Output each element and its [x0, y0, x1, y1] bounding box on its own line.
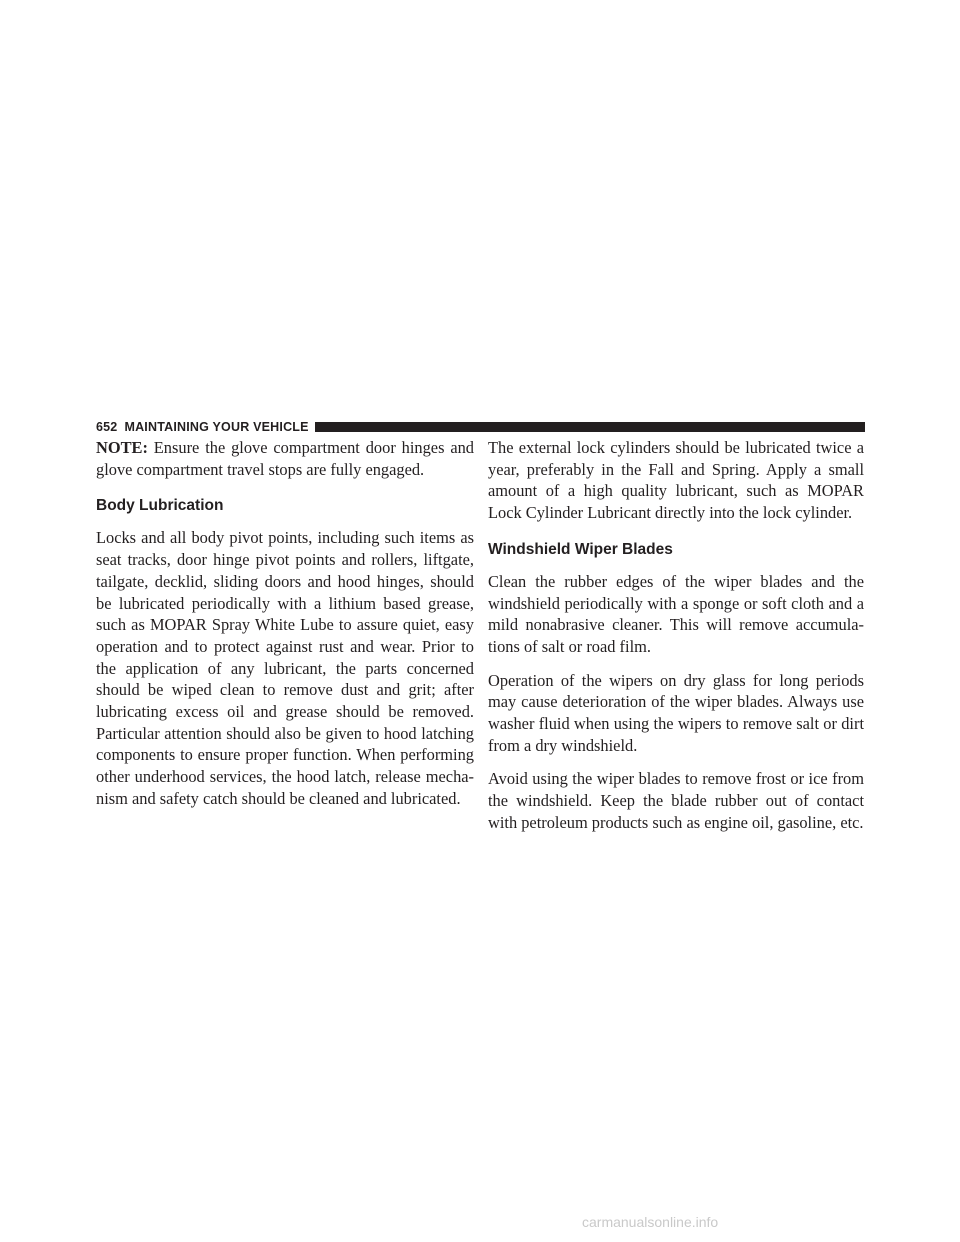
wiper-paragraph-3: Avoid using the wiper blades to remove frost or ice from the windshield. Keep the blade rubber out of contact with petroleum products such as engine oil, gasoline, etc.: [488, 769, 864, 832]
wiper-paragraph-2: Operation of the wipers on dry glass for long periods may cause deterioration of the wiper blades. Always use washer fluid when using the wipers to remove salt or dirt from a dry windshield.: [488, 670, 864, 755]
header-rule: [315, 422, 865, 432]
note-label: NOTE:: [96, 438, 148, 457]
body-lubrication-paragraph: Locks and all body pivot points, including such items as seat tracks, door hinge pivot points and rollers, liftgate, tailgate, decklid, sliding doors and hood hinges, should be lubricated periodically with a lithium based grease, such as MOPAR Spray White Lube to assure quiet, easy operation and to protect against rust and wear. Prior to the application of any lubricant, the parts concerned should be wiped clean to remove dust and grit; after lubricating excess oil and grease should be removed. Particular attention should also be given to hood latching components to ensure proper function. When performing other underhood services, the hood latch, release mecha-nism and safety catch should be cleaned and lubricated.: [96, 528, 474, 808]
right-column: [488, 437, 864, 846]
lock-cylinder-paragraph: The external lock cylinders should be lubricated twice a year, preferably in the Fall and Spring. Apply a small amount of a high quality lubricant, such as MOPAR Lock Cylinder Lubricant directly into the lock cylinder.: [488, 438, 864, 523]
wiper-blades-heading: Windshield Wiper Blades: [488, 540, 673, 558]
wiper-paragraph-1: Clean the rubber edges of the wiper blades and the windshield periodically with a sponge or soft cloth and a mild nonabrasive cleaner. This will remove accumula-tions of salt or road film.: [488, 571, 864, 656]
page-header: [96, 419, 865, 435]
note-text: Ensure the glove compartment door hinges and glove compartment travel stops are fully engaged.: [96, 438, 474, 479]
section-title: MAINTAINING YOUR VEHICLE: [124, 420, 309, 434]
body-lubrication-heading: Body Lubrication: [96, 497, 224, 515]
page-number: 652: [96, 420, 118, 434]
left-column: [96, 437, 474, 822]
note-paragraph: [96, 437, 474, 480]
watermark-link[interactable]: carmanualsonline.info: [582, 1214, 719, 1230]
